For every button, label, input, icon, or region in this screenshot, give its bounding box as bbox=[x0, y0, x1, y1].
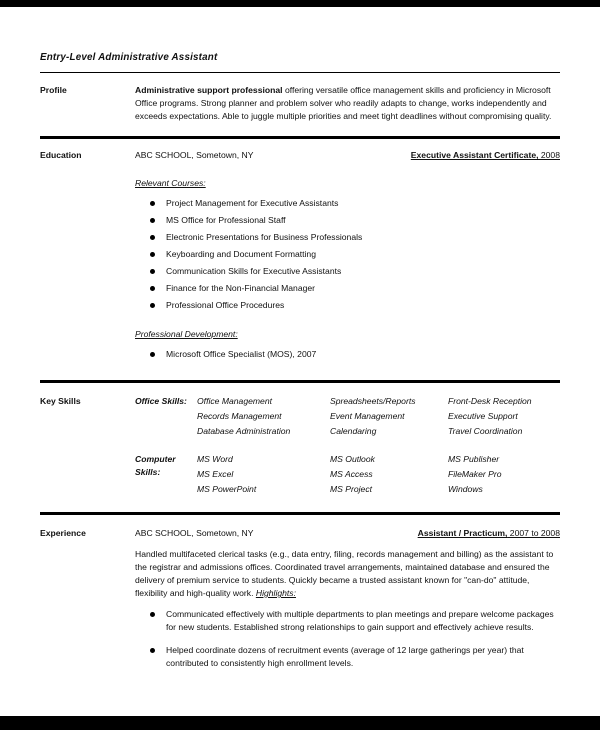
role-title: Assistant / Practicum, bbox=[417, 528, 508, 538]
skill-item: Windows bbox=[448, 484, 483, 494]
section-divider bbox=[40, 380, 560, 383]
skill-item: MS Excel bbox=[197, 469, 234, 479]
profile-section bbox=[40, 84, 560, 123]
professional-development-heading: Professional Development: bbox=[135, 329, 238, 339]
experience-section-label: Experience bbox=[40, 528, 86, 538]
list-item: Communication Skills for Executive Assistants bbox=[150, 265, 560, 278]
key-skills-section-label: Key Skills bbox=[40, 396, 81, 406]
section-divider bbox=[40, 512, 560, 515]
skill-item: MS Publisher bbox=[448, 454, 500, 464]
computer-skills-column-3 bbox=[448, 453, 560, 498]
profile-section-label: Profile bbox=[40, 85, 67, 95]
experience-section bbox=[40, 527, 560, 680]
experience-summary-text: Handled multifaceted clerical tasks (e.g., data entry, filing, records management and billing) as the assistant to the registrar and admissions offices. Coordinated travel arrangements, maintained database and ensured the delivery of premium service to students. Quickly became a trusted assistant known for "can-do" attitude, flexibility and high-quality work. bbox=[135, 549, 554, 598]
list-item: Electronic Presentations for Business Professionals bbox=[150, 231, 560, 244]
experience-summary bbox=[135, 548, 560, 600]
experience-role bbox=[418, 527, 560, 540]
credential-title: Executive Assistant Certificate, bbox=[410, 150, 539, 160]
skill-item: MS PowerPoint bbox=[197, 484, 257, 494]
top-accent-bar bbox=[0, 0, 600, 7]
courses-list bbox=[150, 197, 560, 312]
education-school: ABC SCHOOL, Sometown, NY bbox=[135, 150, 254, 160]
list-item: MS Office for Professional Staff bbox=[150, 214, 560, 227]
list-item: Microsoft Office Specialist (MOS), 2007 bbox=[150, 348, 560, 361]
experience-header-row bbox=[135, 527, 560, 540]
computer-skills-label: Computer Skills: bbox=[135, 454, 176, 477]
computer-skills-column-2 bbox=[330, 453, 448, 498]
office-skills-column-3 bbox=[448, 395, 560, 440]
list-item: Project Management for Executive Assistants bbox=[150, 197, 560, 210]
list-item: Professional Office Procedures bbox=[150, 299, 560, 312]
office-skills-column-1 bbox=[197, 395, 330, 440]
list-item: Communicated effectively with multiple departments to plan meetings and prepare welcome packages for new students. Established strong relationships to gain support and effectively achieve results. bbox=[150, 608, 560, 634]
computer-skills-column-1 bbox=[197, 453, 330, 498]
profile-body-text: offering versatile office management skills and proficiency in Microsoft Office programs. Strong planner and problem solver who readily adapts to change, works independently and exceeds expectations. Able to juggle multiple priorities and meet tight deadlines without compromising quality. bbox=[135, 85, 552, 121]
experience-bullets bbox=[150, 608, 560, 670]
skill-item: Travel Coordination bbox=[448, 426, 523, 436]
experience-school: ABC SCHOOL, Sometown, NY bbox=[135, 528, 254, 538]
bottom-accent-bar bbox=[0, 716, 600, 730]
office-skills-label: Office Skills: bbox=[135, 396, 187, 406]
experience-section-body bbox=[135, 527, 560, 680]
relevant-courses-heading: Relevant Courses: bbox=[135, 178, 206, 188]
education-section-label: Education bbox=[40, 150, 82, 160]
skill-item: MS Outlook bbox=[330, 454, 375, 464]
skill-item: Event Management bbox=[330, 411, 405, 421]
education-section-body bbox=[135, 149, 560, 365]
profile-section-body bbox=[135, 84, 560, 123]
skill-item: Office Management bbox=[197, 396, 272, 406]
skill-item: Records Management bbox=[197, 411, 282, 421]
list-item: Finance for the Non-Financial Manager bbox=[150, 282, 560, 295]
skill-item: Database Administration bbox=[197, 426, 291, 436]
profile-lead-text: Administrative support professional bbox=[135, 85, 283, 95]
list-item: Helped coordinate dozens of recruitment events (average of 12 large gatherings per year) that contributed to consistently high enrollment levels. bbox=[150, 644, 560, 670]
section-divider bbox=[40, 136, 560, 139]
education-section bbox=[40, 149, 560, 365]
document-title: Entry-Level Administrative Assistant bbox=[40, 52, 218, 63]
development-list bbox=[150, 348, 560, 361]
skill-item: MS Access bbox=[330, 469, 373, 479]
skill-item: MS Project bbox=[330, 484, 373, 494]
skill-item: Executive Support bbox=[448, 411, 518, 421]
document-content bbox=[0, 51, 600, 680]
highlights-label: Highlights: bbox=[255, 588, 296, 598]
title-divider bbox=[40, 72, 560, 73]
key-skills-section-body bbox=[135, 395, 560, 498]
skill-item: Front-Desk Reception bbox=[448, 396, 532, 406]
credential-year: 2008 bbox=[538, 150, 560, 160]
education-credential bbox=[411, 149, 560, 162]
office-skills-column-2 bbox=[330, 395, 448, 440]
computer-skills-row bbox=[135, 453, 560, 498]
skill-item: MS Word bbox=[197, 454, 233, 464]
skill-item: FileMaker Pro bbox=[448, 469, 502, 479]
skill-item: Calendaring bbox=[330, 426, 377, 436]
skill-item: Spreadsheets/Reports bbox=[330, 396, 416, 406]
office-skills-row bbox=[135, 395, 560, 440]
education-header-row bbox=[135, 149, 560, 162]
key-skills-section bbox=[40, 395, 560, 498]
role-dates: 2007 to 2008 bbox=[507, 528, 560, 538]
list-item: Keyboarding and Document Formatting bbox=[150, 248, 560, 261]
